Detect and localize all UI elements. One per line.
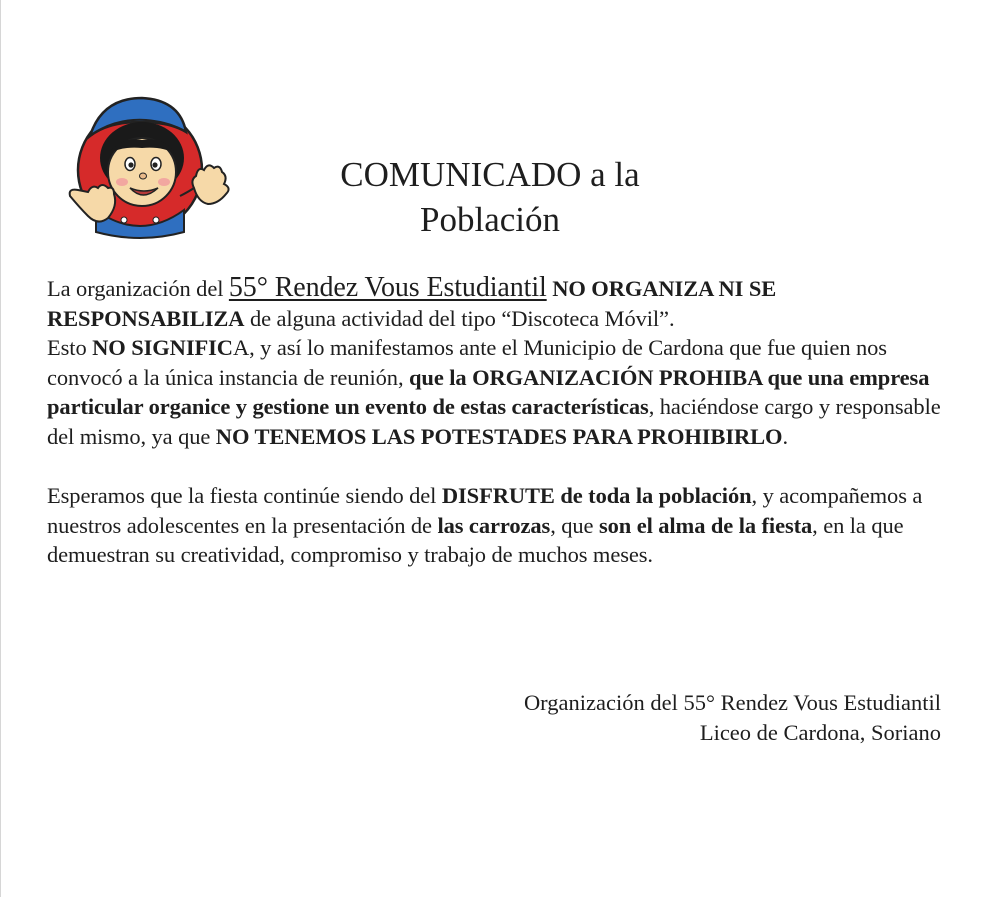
title-line-1: COMUNICADO a la bbox=[340, 155, 640, 194]
paragraph-3 bbox=[47, 481, 947, 570]
p3-text-4: , en la que demuestran su creatividad, compromiso y trabajo de muchos meses. bbox=[47, 512, 904, 568]
p2-bold-1: NO SIGNIFIC bbox=[92, 335, 233, 361]
p2-bold-3: NO TENEMOS LAS POTESTADES PARA PROHIBIRLO bbox=[215, 423, 783, 449]
mascot-logo bbox=[62, 92, 234, 242]
p2-text-2: A, y así lo manifestamos ante el Municipio de Cardona que fue quien nos convocó a la única instancia de reunión, bbox=[47, 335, 887, 390]
paragraph-2 bbox=[47, 333, 947, 451]
p2-bold-2: que la ORGANIZACIÓN PROHIBA que una empresa particular organice y gestione un evento de estas características bbox=[47, 364, 930, 420]
p3-bold-1: DISFRUTE de toda la población bbox=[441, 483, 752, 509]
p3-text-1: Esperamos que la fiesta continúe siendo del bbox=[47, 483, 442, 509]
signature-line-1: Organización del 55° Rendez Vous Estudiantil bbox=[523, 690, 941, 715]
p3-bold-3: son el alma de la fiesta bbox=[598, 512, 813, 538]
p3-text-2: , y acompañemos a nuestros adolescentes en la presentación de bbox=[47, 483, 923, 538]
p3-text-3: , que bbox=[550, 512, 599, 538]
p3-bold-2: las carrozas bbox=[437, 512, 551, 538]
event-name: 55° Rendez Vous Estudiantil bbox=[228, 272, 547, 303]
notice-body bbox=[47, 273, 947, 570]
page-edge bbox=[0, 0, 1, 897]
p2-text-3: , haciéndose cargo y responsable del mismo, ya que bbox=[47, 394, 941, 449]
p1-prefix: La organización del bbox=[47, 276, 229, 301]
title-line-2: Población bbox=[420, 200, 560, 239]
p1-rest: de alguna actividad del tipo “Discoteca Móvil”. bbox=[244, 305, 675, 331]
signature-block bbox=[524, 688, 941, 748]
p2-text-1: Esto bbox=[47, 335, 93, 361]
page-title bbox=[300, 152, 680, 242]
paragraph-gap bbox=[47, 452, 947, 482]
p2-text-4: . bbox=[782, 423, 788, 449]
p1-bold-responsabiliza: RESPONSABILIZA bbox=[47, 305, 245, 331]
p1-bold-statement: NO ORGANIZA NI SE bbox=[546, 276, 777, 301]
signature-line-2: Liceo de Cardona, Soriano bbox=[699, 720, 941, 745]
paragraph-1 bbox=[47, 273, 947, 333]
